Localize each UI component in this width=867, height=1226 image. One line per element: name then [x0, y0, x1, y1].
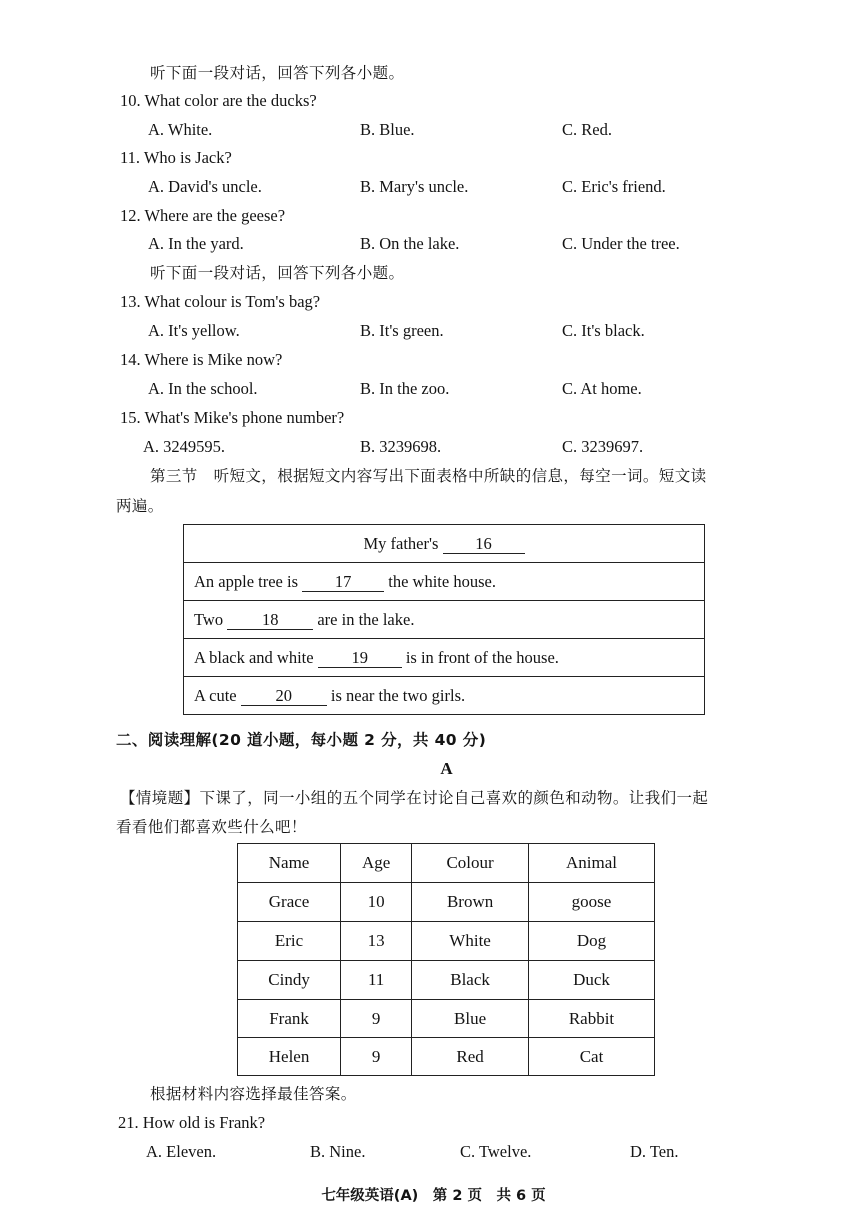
table-cell: goose	[529, 883, 655, 922]
table-cell: Red	[412, 1038, 529, 1076]
answer-blank[interactable]: 17	[302, 573, 384, 592]
option-c: C. It's black.	[562, 321, 645, 340]
question-text: 11. Who is Jack?	[120, 148, 232, 167]
context-text: 【情境题】下课了，同一小组的五个同学在讨论自己喜欢的颜色和动物。让我们一起	[120, 789, 709, 807]
option-a: A. It's yellow.	[148, 321, 240, 340]
option-b: B. 3239698.	[360, 437, 442, 456]
table-cell: 11	[341, 961, 412, 1000]
option-c: C. Under the tree.	[562, 234, 680, 253]
option-a: A. 3249595.	[143, 437, 226, 456]
option-a: A. David's uncle.	[148, 177, 262, 196]
fill-table	[183, 524, 705, 715]
table-cell: 9	[341, 1000, 412, 1038]
header-cell: Animal	[529, 844, 655, 883]
option-b: B. Mary's uncle.	[360, 177, 469, 196]
question-text: 12. Where are the geese?	[120, 206, 286, 225]
table-row	[184, 601, 705, 639]
answer-blank[interactable]: 16	[443, 535, 525, 554]
answer-blank[interactable]: 19	[318, 649, 402, 668]
table-header-row	[238, 844, 655, 883]
table-cell: Dog	[529, 922, 655, 961]
table-row	[184, 563, 705, 601]
table-row	[184, 639, 705, 677]
option-c: C. Eric's friend.	[562, 177, 666, 196]
row-text: Two	[194, 609, 224, 629]
option-a: A. White.	[148, 120, 213, 139]
table-row	[238, 961, 655, 1000]
option-a: A. Eleven.	[146, 1142, 217, 1161]
part2-heading: 二、阅读理解(20 道小题，每小题 2 分，共 40 分)	[116, 731, 487, 749]
table-row	[238, 922, 655, 961]
question-text: 15. What's Mike's phone number?	[120, 408, 345, 427]
table-cell	[184, 601, 705, 639]
table-cell	[184, 677, 705, 715]
option-c: C. Twelve.	[460, 1142, 532, 1161]
table-row	[238, 1038, 655, 1076]
question-text: 13. What colour is Tom's bag?	[120, 292, 321, 311]
table-cell: Cat	[529, 1038, 655, 1076]
table-cell: Black	[412, 961, 529, 1000]
row-text: An apple tree is	[194, 571, 299, 591]
table-cell: Blue	[412, 1000, 529, 1038]
section3-instruction: 第三节 听短文，根据短文内容写出下面表格中所缺的信息，每空一词。短文读	[150, 467, 707, 485]
header-cell: Name	[238, 844, 341, 883]
table-cell	[184, 563, 705, 601]
option-a: A. In the yard.	[148, 234, 244, 253]
table-cell: 10	[341, 883, 412, 922]
table-row	[238, 883, 655, 922]
answer-blank[interactable]: 18	[227, 611, 313, 630]
table-cell: 13	[341, 922, 412, 961]
table-cell: Duck	[529, 961, 655, 1000]
option-c: C. Red.	[562, 120, 612, 139]
table-cell: White	[412, 922, 529, 961]
row-text: A black and white	[194, 647, 314, 667]
table-cell: Frank	[238, 1000, 341, 1038]
header-cell: Colour	[412, 844, 529, 883]
listening-intro: 听下面一段对话，回答下列各小题。	[150, 64, 405, 82]
table-cell: Eric	[238, 922, 341, 961]
table-row	[238, 1000, 655, 1038]
table-title-text: My father's	[363, 533, 439, 553]
table-cell: Brown	[412, 883, 529, 922]
table-cell: Helen	[238, 1038, 341, 1076]
row-text: is near the two girls.	[330, 685, 466, 705]
option-d: D. Ten.	[630, 1142, 679, 1161]
option-b: B. Nine.	[310, 1142, 366, 1161]
option-b: B. Blue.	[360, 120, 415, 139]
page-footer: 七年级英语(A) 第 2 页 共 6 页	[321, 1188, 546, 1204]
table-cell: Rabbit	[529, 1000, 655, 1038]
table-row	[184, 525, 705, 563]
table-cell: Cindy	[238, 961, 341, 1000]
option-b: B. In the zoo.	[360, 379, 450, 398]
row-text: is in front of the house.	[405, 647, 559, 667]
table-cell	[184, 639, 705, 677]
question-text: 14. Where is Mike now?	[120, 350, 283, 369]
context-text-cont: 看看他们都喜欢些什么吧！	[116, 818, 307, 836]
question-text: 21. How old is Frank?	[118, 1113, 266, 1132]
option-c: C. 3239697.	[562, 437, 644, 456]
table-cell: 9	[341, 1038, 412, 1076]
answer-blank[interactable]: 20	[241, 687, 327, 706]
table-row	[184, 677, 705, 715]
answer-instruction: 根据材料内容选择最佳答案。	[150, 1085, 357, 1103]
section3-instruction-cont: 两遍。	[116, 497, 164, 515]
row-text: A cute	[194, 685, 237, 705]
row-text: are in the lake.	[317, 609, 415, 629]
option-b: B. It's green.	[360, 321, 444, 340]
table-cell: Grace	[238, 883, 341, 922]
passage-letter: A	[440, 759, 453, 778]
question-text: 10. What color are the ducks?	[120, 91, 317, 110]
option-c: C. At home.	[562, 379, 642, 398]
option-a: A. In the school.	[148, 379, 258, 398]
listening-intro: 听下面一段对话，回答下列各小题。	[150, 264, 405, 282]
table-title-cell	[184, 525, 705, 563]
info-table	[237, 843, 655, 1076]
row-text: the white house.	[388, 571, 496, 591]
header-cell: Age	[341, 844, 412, 883]
option-b: B. On the lake.	[360, 234, 460, 253]
